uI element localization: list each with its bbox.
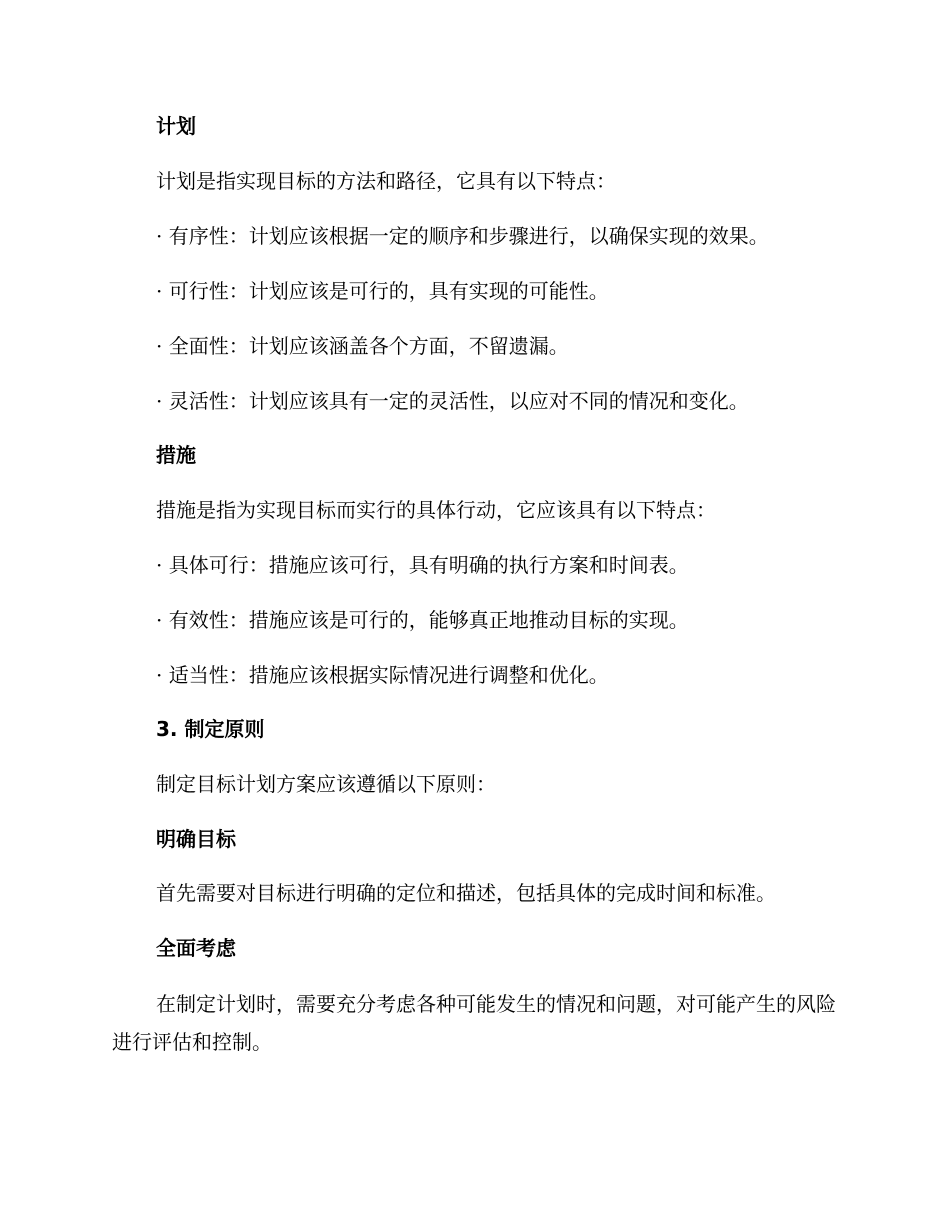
plan-item: · 有序性：计划应该根据一定的顺序和步骤进行，以确保实现的效果。	[156, 224, 769, 248]
measure-item: · 有效性：措施应该是可行的，能够真正地推动目标的实现。	[156, 608, 689, 632]
measure-heading: 措施	[156, 443, 196, 467]
measure-item: · 具体可行：措施应该可行，具有明确的执行方案和时间表。	[156, 553, 689, 577]
measure-intro: 措施是指为实现目标而实行的具体行动，它应该具有以下特点：	[156, 498, 716, 522]
measure-item: · 适当性：措施应该根据实际情况进行调整和优化。	[156, 663, 609, 687]
plan-item: · 全面性：计划应该涵盖各个方面，不留遗漏。	[156, 334, 569, 358]
clear-goal-heading: 明确目标	[156, 827, 236, 851]
plan-item: · 可行性：计划应该是可行的，具有实现的可能性。	[156, 279, 609, 303]
comprehensive-text: 在制定计划时，需要充分考虑各种可能发生的情况和问题，对可能产生的风险进行评估和控制。	[112, 992, 836, 1054]
clear-goal-text: 首先需要对目标进行明确的定位和描述，包括具体的完成时间和标准。	[156, 881, 776, 905]
principle-intro: 制定目标计划方案应该遵循以下原则：	[156, 772, 496, 796]
comprehensive-heading: 全面考虑	[156, 936, 236, 960]
plan-intro: 计划是指实现目标的方法和路径，它具有以下特点：	[156, 169, 616, 193]
plan-heading: 计划	[156, 114, 196, 138]
plan-item: · 灵活性：计划应该具有一定的灵活性，以应对不同的情况和变化。	[156, 389, 749, 413]
principle-heading: 3. 制定原则	[156, 717, 265, 741]
